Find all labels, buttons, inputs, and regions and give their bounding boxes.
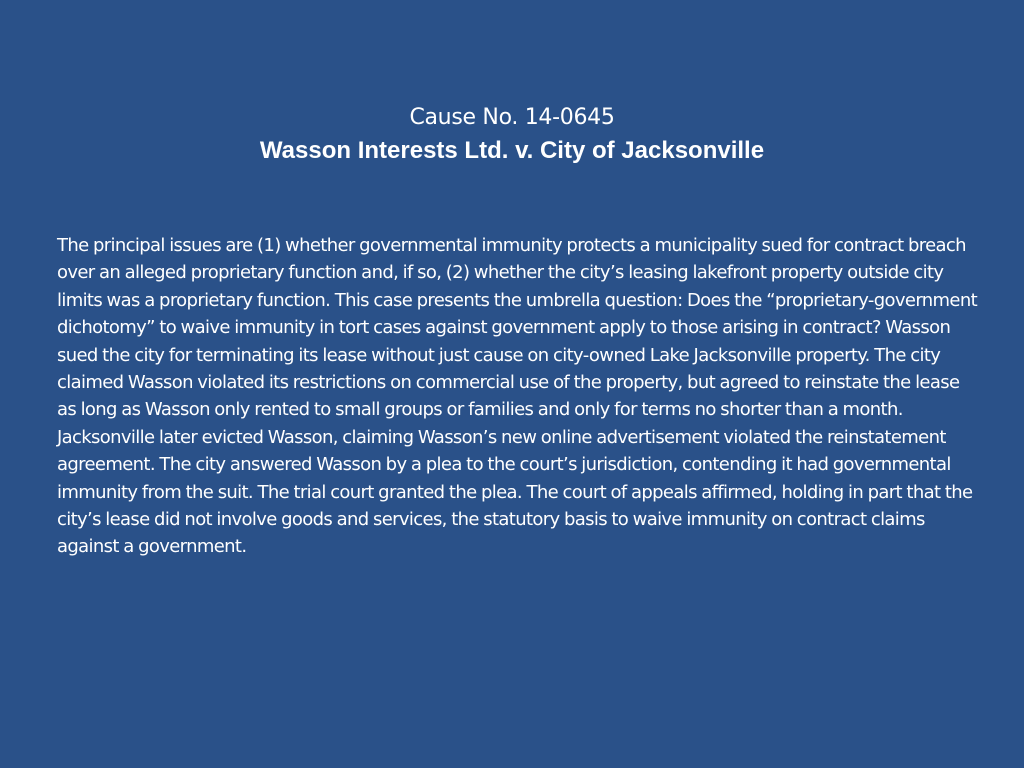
cause-number: Cause No. 14-0645 [409,105,615,130]
case-summary: The principal issues are (1) whether governmental immunity protects a municipality sued for contract breach over an alleged proprietary function and, if so, (2) whether the city’s leasing lakefront property outside city limits was a proprietary function. This case presents the umbrella question: Does the “proprietary-government dichotomy” to waive immunity in tort cases against government apply to those arising in contract? Wasson sued the city for terminating its lease without just cause on city-owned Lake Jacksonville property. The city claimed Wasson violated its restrictions on commercial use of the property, but agreed to reinstate the lease as long as Wasson only rented to small groups or families and only for terms no shorter than a month. Jacksonville later evicted Wasson, claiming Wasson’s new online advertisement violated the reinstatement agreement. The city answered Wasson by a plea to the court’s jurisdiction, contending it had governmental immunity from the suit. The trial court granted the plea. The court of appeals affirmed, holding in part that the city’s lease did not involve goods and services, the statutory basis to waive immunity on contract claims against a government. [57,235,977,558]
case-title: Wasson Interests Ltd. v. City of Jacksonville [259,137,765,164]
